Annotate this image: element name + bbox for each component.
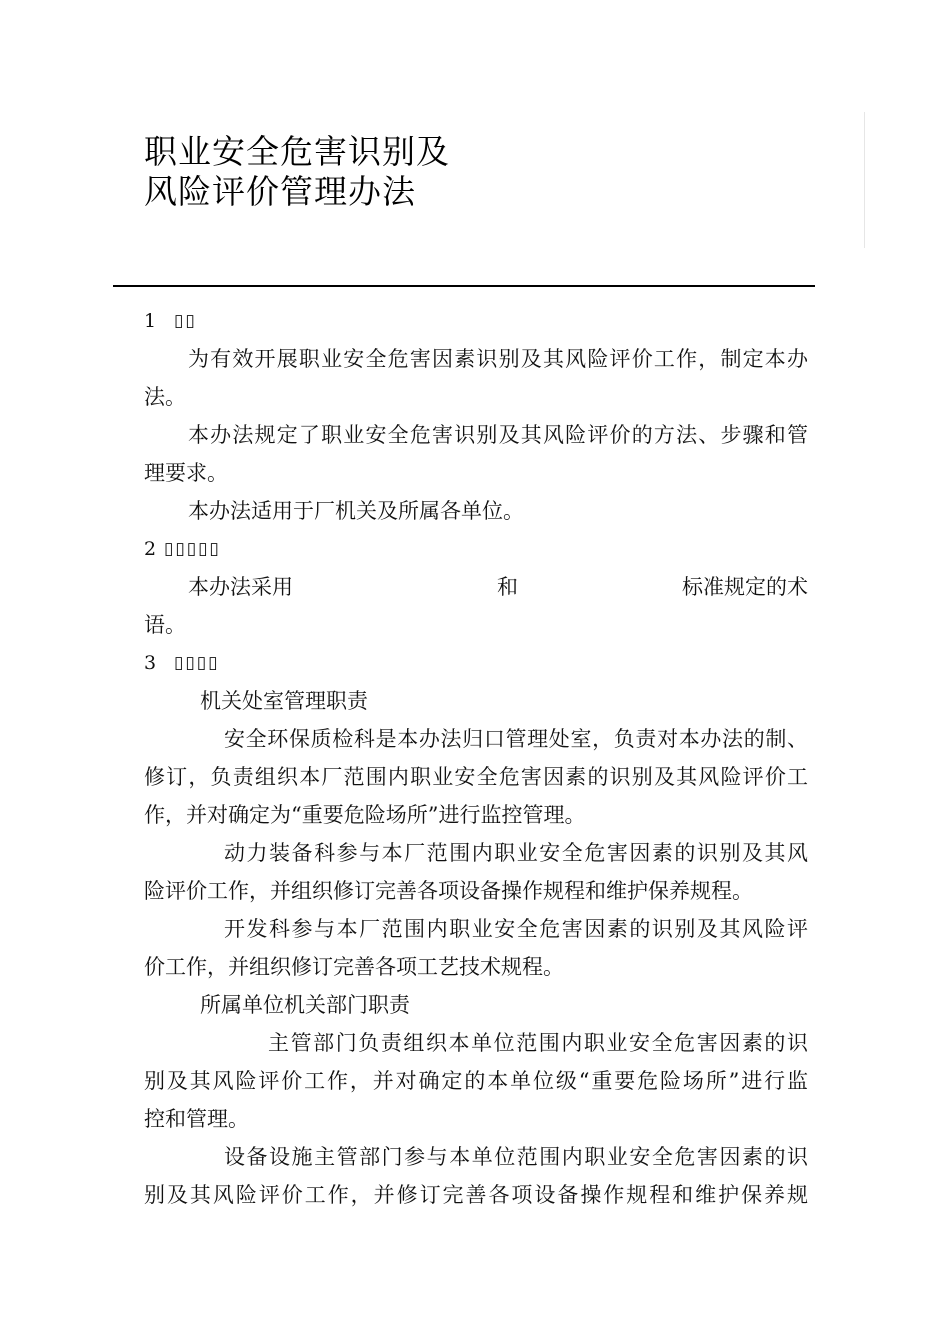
paragraph: 本办法适用于厂机关及所属各单位。: [188, 499, 524, 523]
subheading: 所属单位机关部门职责: [200, 993, 410, 1017]
title-line-2: 风险评价管理办法: [144, 172, 416, 211]
paragraph: 安全环保质检科是本办法归口管理处室，负责对本办法的制、 修订，负责组织本厂范围内职业安全危害因素的识别及其风险评价工 作，并对确定为“重要危险场所”进行监控管理。: [144, 727, 808, 827]
section-title: ▯▯▯▯: [174, 653, 220, 673]
section-number: 3: [144, 652, 157, 674]
title-line-1: 职业安全危害识别及: [144, 132, 450, 171]
paragraph: 为有效开展职业安全危害因素识别及其风险评价工作，制定本办 法。: [144, 347, 808, 409]
section-3-heading: [144, 644, 808, 682]
terms-text-a: 本办法采用: [188, 575, 293, 599]
paragraph: 开发科参与本厂范围内职业安全危害因素的识别及其风险评 价工作，并组织修订完善各项工艺技术规程。: [144, 917, 808, 979]
title-divider: [113, 285, 815, 287]
document-title: [144, 132, 450, 212]
paragraph: 本办法采用 和 标准规定的术 语。: [144, 568, 808, 644]
subheading: 机关处室管理职责: [200, 689, 368, 713]
document-body: [144, 302, 808, 1214]
section-2-heading: [144, 530, 808, 568]
paragraph: 动力装备科参与本厂范围内职业安全危害因素的识别及其风 险评价工作，并组织修订完善各项设备操作规程和维护保养规程。: [144, 841, 808, 903]
section-title: ▯▯▯▯▯: [164, 539, 221, 559]
section-title: ▯▯: [174, 311, 197, 331]
section-number: 2: [144, 538, 157, 560]
margin-rule: [864, 112, 865, 248]
section-number: 1: [144, 310, 157, 332]
section-1-heading: [144, 302, 808, 340]
terms-text-c: 标准规定的术: [682, 575, 808, 599]
paragraph: 主管部门负责组织本单位范围内职业安全危害因素的识 别及其风险评价工作，并对确定的本单位级“重要危险场所”进行监 控和管理。: [144, 1031, 808, 1131]
terms-text-b: 和: [497, 575, 518, 599]
paragraph: 设备设施主管部门参与本单位范围内职业安全危害因素的识 别及其风险评价工作，并修订完善各项设备操作规程和维护保养规: [144, 1145, 808, 1207]
paragraph: 本办法规定了职业安全危害识别及其风险评价的方法、步骤和管 理要求。: [144, 423, 808, 485]
